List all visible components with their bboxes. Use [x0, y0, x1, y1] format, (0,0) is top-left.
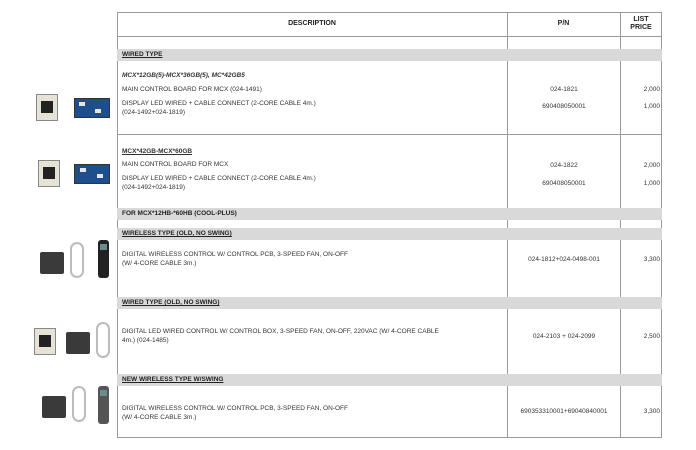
- cable-coil-icon: [70, 242, 84, 278]
- display-panel-icon: [34, 328, 56, 355]
- cable-coil-icon: [96, 322, 110, 358]
- part-number: 690408050001: [542, 180, 586, 187]
- cable-coil-icon: [72, 386, 86, 422]
- list-price: 1,000: [643, 103, 660, 110]
- display-panel-icon: [36, 94, 58, 121]
- part-number: 690408050001: [542, 103, 586, 110]
- item-desc: MAIN CONTROL BOARD FOR MCX (024-1491): [122, 86, 262, 93]
- control-box-icon: [40, 252, 64, 274]
- item-desc: 4m.) (024-1485): [122, 337, 169, 344]
- section-title: NEW WIRELESS TYPE W/SWING: [122, 376, 224, 383]
- item-desc: (W/ 4-CORE CABLE 3m.): [122, 260, 197, 267]
- list-price: 2,000: [643, 162, 660, 169]
- row-divider: [117, 36, 662, 37]
- header-list-price: [620, 12, 662, 36]
- header-description: DESCRIPTION: [288, 20, 336, 27]
- part-number: 024-1812+024-0498-001: [528, 256, 600, 263]
- group-title: FOR MCX*12HB-*60HB (COOL-PLUS): [122, 210, 237, 217]
- part-number: 024-1822: [550, 162, 578, 169]
- section-title: WIRELESS TYPE (OLD, NO SWING): [122, 230, 232, 237]
- list-price: 2,500: [643, 333, 660, 340]
- item-desc: (024-1492+024-1819): [122, 184, 186, 191]
- item-desc: (024-1492+024-1819): [122, 109, 186, 116]
- control-box-icon: [42, 396, 66, 418]
- item-desc: DISPLAY LED WIRED + CABLE CONNECT (2-CORE CABLE 4m.): [122, 175, 316, 182]
- item-desc: DIGITAL LED WIRED CONTROL W/ CONTROL BOX, 3-SPEED FAN, ON-OFF, 220VAC (W/ 4-CORE CABLE: [122, 328, 439, 335]
- part-number: 024-2103 + 024-2099: [532, 333, 596, 340]
- item-desc: DISPLAY LED WIRED + CABLE CONNECT (2-CORE CABLE 4m.): [122, 100, 316, 107]
- part-number: 024-1821: [550, 86, 578, 93]
- header-price-line1: LIST: [633, 16, 649, 23]
- header-price-line2: PRICE: [630, 24, 652, 31]
- list-price: 1,000: [643, 180, 660, 187]
- item-desc: DIGITAL WIRELESS CONTROL W/ CONTROL PCB, 3-SPEED FAN, ON-OFF: [122, 251, 348, 258]
- model-range: MCX*12GB(5)-MCX*36GB(5), MC*42GB5: [122, 72, 245, 79]
- list-price: 3,300: [643, 256, 660, 263]
- control-box-icon: [66, 332, 90, 354]
- item-desc: (W/ 4-CORE CABLE 3m.): [122, 414, 197, 421]
- model-range: MCX*42GB-MCX*60GB: [122, 148, 193, 155]
- control-board-icon: [74, 98, 110, 118]
- remote-control-icon: [98, 240, 109, 278]
- item-desc: DIGITAL WIRELESS CONTROL W/ CONTROL PCB, 3-SPEED FAN, ON-OFF: [122, 405, 348, 412]
- header-pn: P/N: [557, 20, 570, 27]
- list-price: 2,000: [643, 86, 660, 93]
- row-divider: [117, 134, 662, 135]
- part-number: 690353310001+69040840001: [520, 408, 608, 415]
- remote-control-icon: [98, 386, 109, 424]
- display-panel-icon: [38, 160, 60, 187]
- section-band: [117, 49, 662, 61]
- section-title: WIRED TYPE: [122, 51, 163, 58]
- list-price: 3,300: [643, 408, 660, 415]
- item-desc: MAIN CONTROL BOARD FOR MCX: [122, 161, 229, 168]
- section-title: WIRED TYPE (OLD, NO SWING): [122, 299, 220, 306]
- control-board-icon: [74, 164, 110, 184]
